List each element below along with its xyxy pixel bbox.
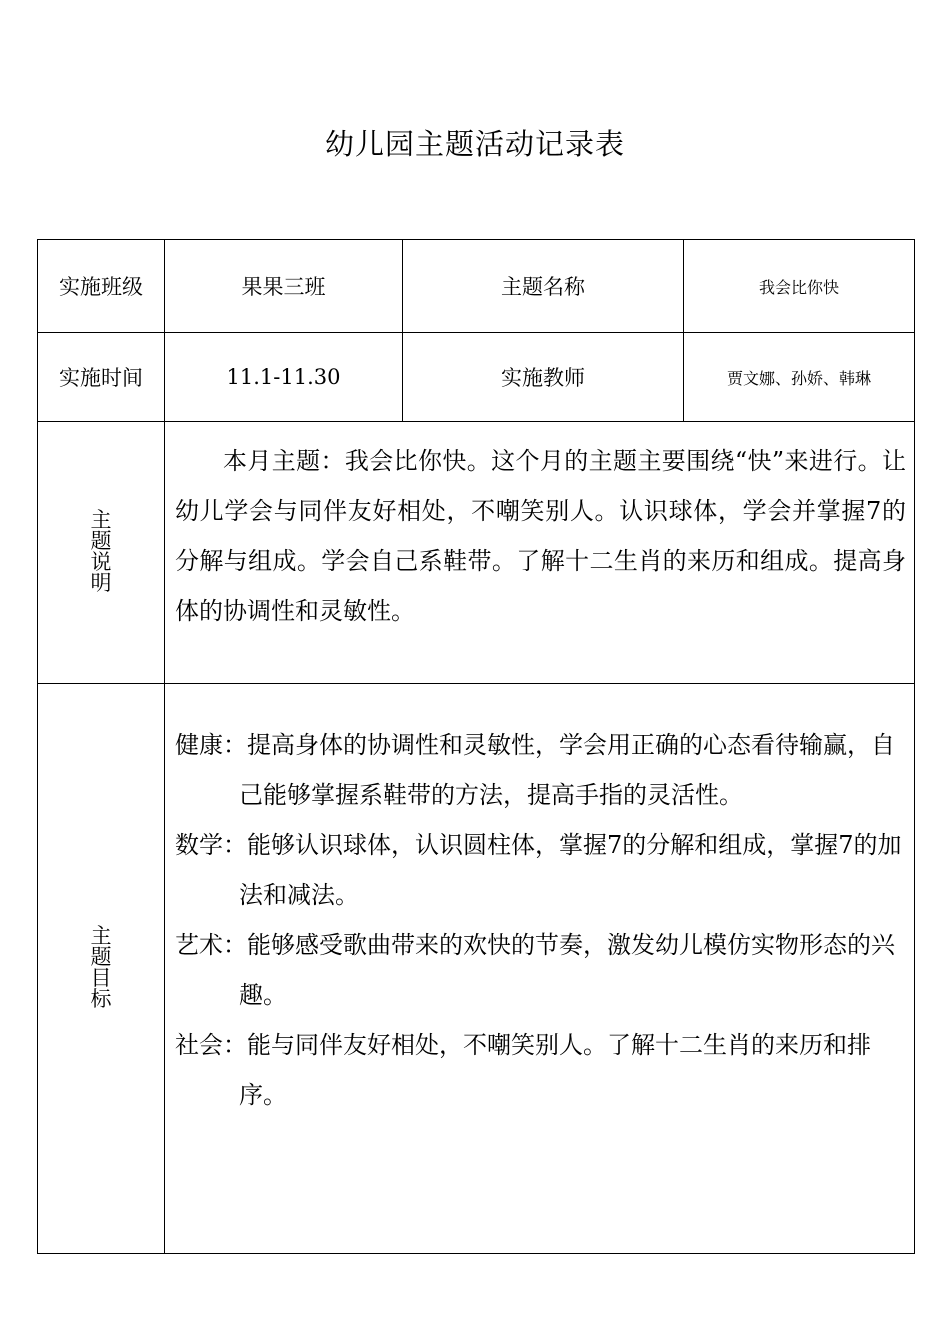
goals-cell xyxy=(165,684,915,1254)
description-label-cell xyxy=(38,422,165,684)
class-value: 果果三班 xyxy=(165,240,403,333)
theme-value: 我会比你快 xyxy=(684,240,915,333)
goal-art: 艺术：能够感受歌曲带来的欢快的节奏，激发幼儿模仿实物形态的兴趣。 xyxy=(175,931,895,1009)
time-label: 实施时间 xyxy=(38,333,165,422)
theme-label: 主题名称 xyxy=(403,240,684,333)
info-row-time xyxy=(38,333,915,422)
teacher-value: 贾文娜、孙娇、韩琳 xyxy=(684,333,915,422)
class-label: 实施班级 xyxy=(38,240,165,333)
teacher-label: 实施教师 xyxy=(403,333,684,422)
goal-math: 数学：能够认识球体，认识圆柱体，掌握7的分解和组成，掌握7的加法和减法。 xyxy=(175,831,902,909)
info-row-class xyxy=(38,240,915,333)
goal-society: 社会：能与同伴友好相处，不嘲笑别人。了解十二生肖的来历和排序。 xyxy=(175,1031,871,1109)
description-text: 本月主题：我会比你快。这个月的主题主要围绕“快”来进行。让幼儿学会与同伴友好相处，不嘲笑别人。认识球体，学会并掌握7的分解与组成。学会自己系鞋带。了解十二生肖的来历和组成。提高身体的协调性和灵敏性。 xyxy=(165,422,915,684)
goals-label-cell xyxy=(38,684,165,1254)
goal-health: 健康：提高身体的协调性和灵敏性，学会用正确的心态看待输赢，自己能够掌握系鞋带的方法，提高手指的灵活性。 xyxy=(175,731,895,809)
goals-row xyxy=(38,684,915,1254)
description-label: 主题说明 xyxy=(90,508,112,595)
activity-record-table xyxy=(37,239,915,1254)
page-title: 幼儿园主题活动记录表 xyxy=(324,127,625,161)
goals-label: 主题目标 xyxy=(90,924,112,1011)
description-row xyxy=(38,422,915,684)
time-value: 11.1-11.30 xyxy=(165,333,403,422)
